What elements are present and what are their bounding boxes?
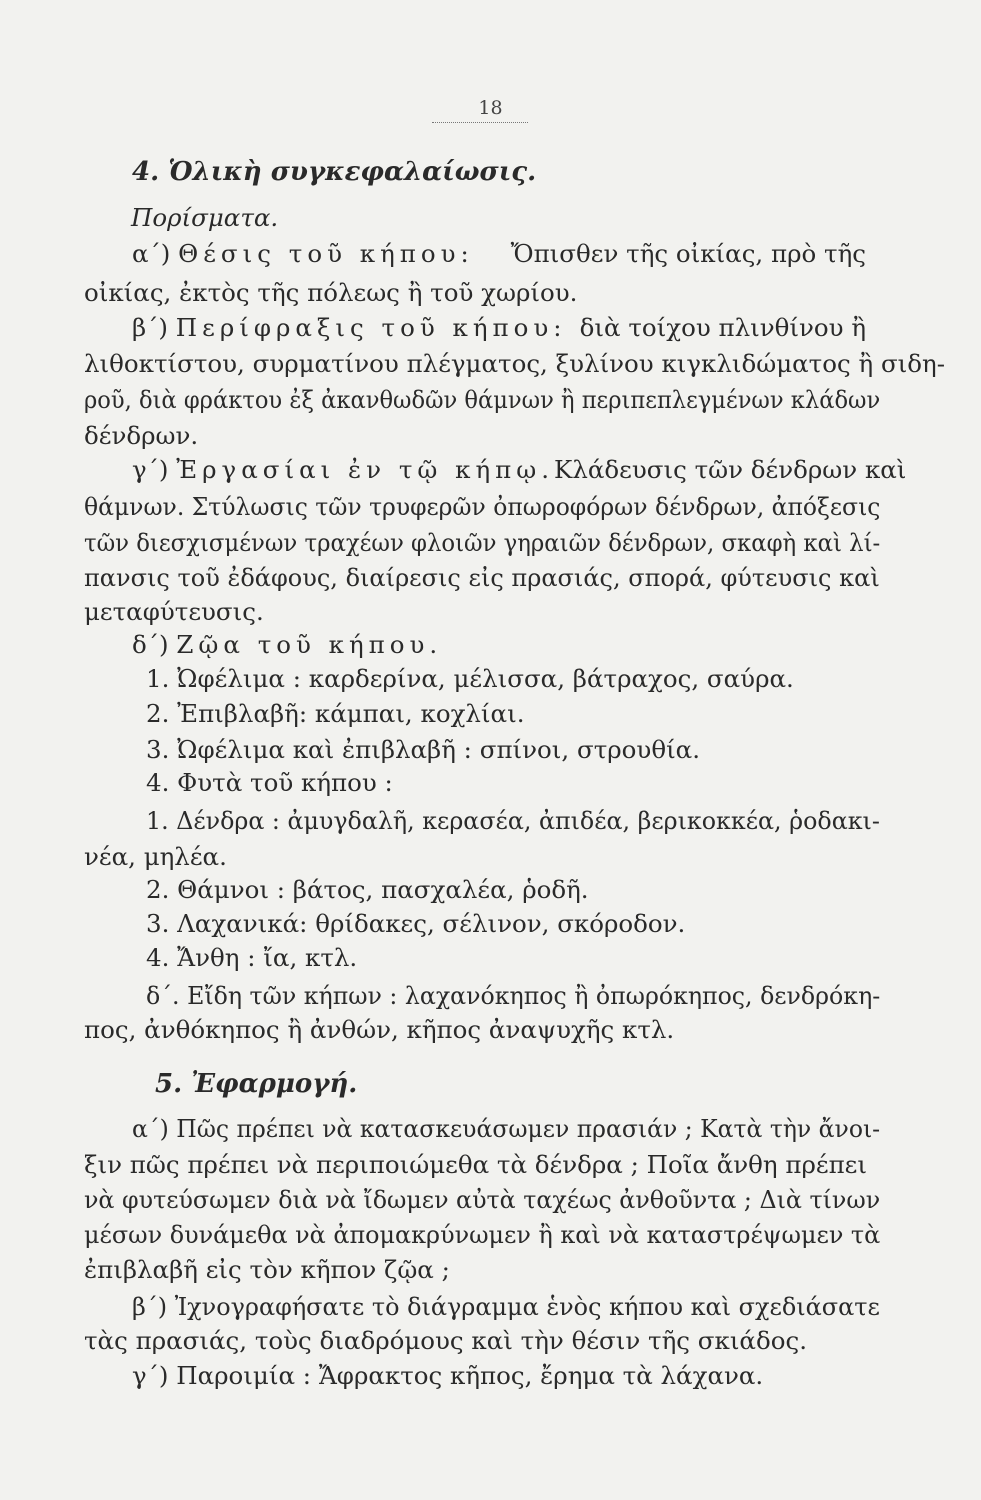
paragraph-a-line-1 — [132, 239, 866, 269]
garden-kinds-line-1: δ΄. Εἴδη τῶν κήπων : λαχανόκηπος ἢ ὀπωρόκηπος, δενδρόκη- — [146, 981, 881, 1010]
paragraph-b-line-4: δένδρων. — [84, 421, 199, 450]
conclusions-subheading: Πορίσματα. — [131, 203, 279, 232]
page-number: 18 — [478, 97, 503, 119]
paragraph-b-line-2: λιθοκτίστου, συρματίνου πλέγματος, ξυλίνου κιγκλιδώματος ἢ σιδη- — [84, 349, 945, 378]
garden-kinds-line-2: πος, ἀνθόκηπος ἢ ἀνθών, κῆπος ἀναψυχῆς κτλ. — [84, 1015, 675, 1044]
animals-item-1: 1. Ὠφέλιμα : καρδερίνα, μέλισσα, βάτραχος, σαύρα. — [146, 664, 794, 693]
paragraph-c-rest: Κλάδευσις τῶν δένδρων καὶ — [554, 455, 907, 484]
exercise-a-line-1: α΄) Πῶς πρέπει νὰ κατασκευάσωμεν πρασιάν ; Κατὰ τὴν ἄνοι- — [132, 1114, 881, 1143]
exercise-a-line-2: ξιν πῶς πρέπει νὰ περιποιώμεθα τὰ δένδρα ; Ποῖα ἄνθη πρέπει — [84, 1150, 867, 1179]
paragraph-b-intro: β΄) Περίφραξις τοῦ κήπου: — [132, 313, 567, 342]
paragraph-c-line-5: μεταφύτευσις. — [84, 597, 264, 626]
paragraph-c-line-2: θάμνων. Στύλωσις τῶν τρυφερῶν ὀπωροφόρων δένδρων, ἀπόξεσις — [84, 492, 881, 521]
paragraph-d-title: Ζῷα τοῦ κήπου. — [176, 630, 443, 659]
plants-item-3: 3. Λαχανικά: θρίδακες, σέλινον, σκόροδον. — [146, 909, 686, 938]
animals-item-4: 4. Φυτὰ τοῦ κήπου : — [146, 768, 393, 797]
animals-item-3: 3. Ὠφέλιμα καὶ ἐπιβλαβῆ : σπίνοι, στρουθία. — [146, 735, 701, 764]
plants-item-1: 1. Δένδρα : ἀμυγδαλῆ, κερασέα, ἀπιδέα, βερικοκκέα, ῥοδακι- — [146, 806, 880, 835]
exercise-a-line-3: νὰ φυτεύσωμεν διὰ νὰ ἴδωμεν αὐτὰ ταχέως ἀνθοῦντα ; Διὰ τίνων — [84, 1185, 881, 1214]
paragraph-b-line-1 — [132, 313, 866, 343]
exercise-b-line-2: τὰς πρασιάς, τοὺς διαδρόμους καὶ τὴν θέσιν τῆς σκιάδος. — [84, 1326, 807, 1355]
exercise-a-line-5: ἐπιβλαβῆ εἰς τὸν κῆπον ζῷα ; — [84, 1255, 450, 1284]
section-5-heading: 5. Ἐφαρμογή. — [155, 1069, 358, 1099]
paragraph-b-rest: διὰ τοίχου πλινθίνου ἢ — [579, 313, 866, 342]
section-4-heading: 4. Ὁλικὴ συγκεφαλαίωσις. — [132, 157, 537, 187]
proverb-line: γ΄) Παροιμία : Ἄφρακτος κῆπος, ἔρημα τὰ λάχανα. — [132, 1361, 764, 1390]
exercise-b-line-1: β΄) Ἰχνογραφήσατε τὸ διάγραμμα ἑνὸς κήπου καὶ σχεδιάσατε — [132, 1292, 880, 1321]
paragraph-a-line-2: οἰκίας, ἐκτὸς τῆς πόλεως ἢ τοῦ χωρίου. — [84, 278, 578, 307]
animals-item-2: 2. Ἐπιβλαβῆ: κάμπαι, κοχλίαι. — [146, 699, 525, 728]
paragraph-a-rest: Ὄπισθεν τῆς οἰκίας, πρὸ τῆς — [510, 239, 866, 268]
paragraph-b-line-3: ροῦ, διὰ φράκτου ἐξ ἀκανθωδῶν θάμνων ἢ περιπεπλεγμένων κλάδων — [84, 385, 881, 414]
paragraph-c-line-3: τῶν διεσχισμένων τραχέων φλοιῶν γηραιῶν δένδρων, σκαφὴ καὶ λί- — [84, 528, 881, 557]
plants-item-2: 2. Θάμνοι : βάτος, πασχαλέα, ῥοδῆ. — [146, 875, 589, 904]
exercise-a-line-4: μέσων δυνάμεθα νὰ ἀπομακρύνωμεν ἢ καὶ νὰ καταστρέψωμεν τὰ — [84, 1220, 881, 1249]
plants-item-4: 4. Ἄνθη : ἴα, κτλ. — [146, 943, 358, 972]
page-number-rule — [432, 122, 528, 123]
paragraph-a-intro: α΄) Θέσις τοῦ κήπου: — [132, 239, 474, 268]
paragraph-c-intro: γ΄) Ἐργασίαι ἐν τῷ κήπῳ. — [132, 455, 555, 484]
plants-item-1-cont: νέα, μηλέα. — [84, 842, 227, 871]
paragraph-c-line-4: πανσις τοῦ ἐδάφους, διαίρεσις εἰς πρασιάς, σπορά, φύτευσις καὶ — [84, 563, 880, 592]
paragraph-c-line-1 — [132, 455, 907, 485]
paragraph-d-line-1: δ΄) Ζῷα τοῦ κήπου. — [132, 630, 443, 659]
